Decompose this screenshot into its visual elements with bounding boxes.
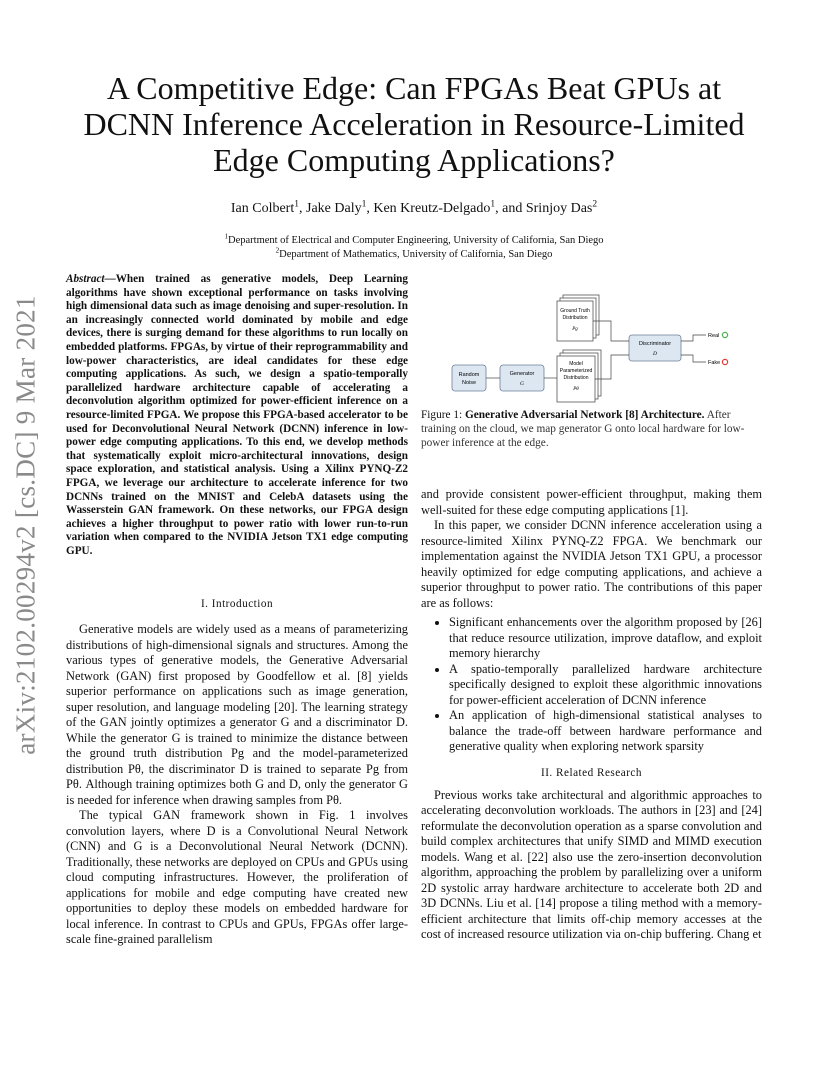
abstract-text: —When trained as generative models, Deep Learning algorithms have shown exceptional performance on tasks involving high dimensional data such as image denoising and super-resolution. In an increasingly connected world dominated by mobile and edge devices, there is surging demand for these algorithms to run locally on embedded platforms. FPGAs, by virtue of their reprogrammability and low-power characteristics, are ideal candidates for these edge computing applications. As such, we design a spatio-temporally parallelized hardware architecture capable of accelerating a deconvolution algorithm optimized for power-efficient inference on a resource-limited FPGA. We propose this FPGA-based accelerator to be used for Deconvolutional Neural Network (DCNN) inference in low-power edge computing applications. To this end, we develop methods that systematically exploit micro-architectural innovations, design space exploration, and statistical analysis. Using a Xilinx PYNQ-Z2 FPGA, we leverage our architecture to accelerate inference for two DCNNs trained on the MNIST and CelebA datasets using the Wasserstein GAN framework. On these networks, our FPGA design achieves a higher throughput to power ratio with lower run-to-run variation when compared to the NVIDIA Jetson TX1 edge computing GPU. bbox=[66, 273, 408, 557]
random-noise-label: Noise bbox=[461, 380, 477, 386]
caption-body: After training on the cloud, we map generator G onto local hardware for low-power inference at the edge. bbox=[421, 409, 745, 449]
model-dist-label: Model bbox=[569, 361, 583, 367]
title-line: Edge Computing Applications? bbox=[213, 142, 615, 178]
gan-architecture-figure bbox=[421, 284, 762, 406]
fake-indicator-icon bbox=[722, 359, 727, 364]
arxiv-sidebar bbox=[6, 290, 46, 760]
ground-truth-label: Distribution bbox=[562, 315, 588, 321]
real-indicator-icon bbox=[722, 332, 727, 337]
title-line: A Competitive Edge: Can FPGAs Beat GPUs at bbox=[106, 70, 722, 106]
ground-truth-box bbox=[557, 301, 593, 341]
model-dist-symbol: Pθ bbox=[573, 387, 579, 392]
section-heading: II. Related Research bbox=[540, 766, 642, 779]
generator-box bbox=[500, 365, 544, 391]
body-paragraph: and provide consistent power-efficient throughput, making them well-suited for these edge computing applications [1]. bbox=[421, 487, 762, 517]
author: Ian Colbert$^1$ bbox=[230, 199, 299, 216]
discriminator-symbol: D bbox=[653, 351, 657, 357]
author: Ken Kreutz-Delgado$^1$ bbox=[373, 199, 496, 216]
author-list: Ian Colbert$^1$, Jake Daly$^1$, Ken Kreutz-Delgado$^1$, and Srinjoy Das$^2$ bbox=[230, 199, 598, 216]
figure-caption bbox=[421, 408, 762, 450]
right-column bbox=[421, 284, 762, 943]
contribution-item: • A spatio-temporally parallelized hardware architecture specifically designed to exploit these algorithmic innovations for power-efficient acceleration of DCNN inference bbox=[449, 662, 762, 709]
paper-title bbox=[60, 70, 768, 178]
affiliations bbox=[60, 234, 768, 262]
discriminator-label: Discriminator bbox=[638, 341, 672, 347]
arxiv-identifier: arXiv:2102.00294v2 [cs.DC] 9 Mar 2021 bbox=[10, 295, 41, 755]
model-dist-label: Distribution bbox=[563, 375, 589, 381]
abstract-label: Abstract bbox=[66, 273, 105, 285]
author: Jake Daly$^1$ bbox=[306, 199, 367, 216]
intro-paragraph: Generative models are widely used as a means of parameterizing distributions of high-dimensional signals and structures. Among the various types of generative models, the Generative Adversarial Network (GAN) first proposed by Goodfellow et al. [8] yields superior performance on applications such as image generation, super resolution, and language modeling [20]. The learning strategy of the GAN jointly optimizes a generator G and a discriminator D. While the generator G is trained to minimize the distance between the ground truth distribution Pg and the model-parameterized distribution Pθ, the discriminator D is trained to separate Pg from Pθ. Although training optimizes both G and D, only the generator G is needed for inference when drawing samples from Pθ. bbox=[66, 622, 408, 807]
contribution-item: • An application of high-dimensional statistical analyses to balance the trade-off between hardware performance and generative quality when exploring network sparsity bbox=[449, 708, 762, 755]
discriminator-box bbox=[629, 335, 681, 361]
random-noise-box bbox=[452, 365, 486, 391]
caption-label: Figure 1: bbox=[421, 409, 463, 421]
real-label: Real bbox=[708, 333, 720, 339]
contribution-item: • Significant enhancements over the algorithm proposed by [26] that reduce resource utilization, improve dataflow, and exploit memory hierarchy bbox=[449, 615, 762, 662]
title-line: DCNN Inference Acceleration in Resource-Limited bbox=[83, 106, 745, 142]
left-column bbox=[66, 273, 408, 948]
affiliation: $^1$Department of Electrical and Computer Engineering, University of California, San Diego bbox=[224, 232, 604, 246]
body-paragraph: In this paper, we consider DCNN inference acceleration using a resource-limited Xilinx PYNQ-Z2 FPGA. We benchmark our implementation against the NVIDIA Jetson TX1 GPU, a processor heavily optimized for edge computing applications, and achieve a superior throughput to power ratio. The contributions of this paper are as follows: bbox=[421, 518, 762, 610]
contribution-list bbox=[421, 615, 762, 755]
ground-truth-label: Ground Truth bbox=[560, 308, 590, 314]
caption-title: Generative Adversarial Network [8] Architecture. bbox=[464, 409, 705, 421]
generator-label: Generator bbox=[509, 371, 535, 377]
ground-truth-symbol: Pg bbox=[572, 327, 578, 332]
gan-diagram bbox=[421, 284, 762, 406]
model-dist-label: Parameterized bbox=[559, 368, 593, 374]
affiliation: $^2$Department of Mathematics, University of California, San Diego bbox=[275, 246, 553, 260]
section-heading: I. Introduction bbox=[200, 598, 274, 611]
author: and Srinjoy Das$^2$ bbox=[502, 199, 598, 216]
related-paragraph: Previous works take architectural and algorithmic approaches to accelerating deconvolution workloads. The authors in [23] and [24] reformulate the deconvolution operation as a sparse convolution and build complex architectures that unify SIMD and MIMD execution models. Wang et al. [22] also use the zero-insertion deconvolution algorithm, approaching the problem by parallelizing over a uniform 2D systolic array hardware architecture to accelerate both 2D and 3D DCNNs. Liu et al. [14] propose a tiling method with a memory-efficient architecture that limits off-chip memory accesses at the cost of increased resource utilization via on-chip buffering. Chang et bbox=[421, 787, 762, 941]
abstract bbox=[66, 273, 408, 558]
generator-symbol: G bbox=[520, 381, 524, 387]
random-noise-label: Random bbox=[458, 372, 480, 378]
fake-label: Fake bbox=[708, 360, 721, 366]
intro-paragraph: The typical GAN framework shown in Fig. 1 involves convolution layers, where D is a Convolutional Neural Network (CNN) and G is a Deconvolutional Neural Network (DCNN). Traditionally, these networks are deployed on CPUs and GPUs using cloud computing infrastructures. However, the proliferation of applications for mobile and edge computing have created new opportunities to deploy these models on embedded hardware for local inference. In contrast to CPUs and GPUs, FPGAs offer large-scale fine-grained parallelism bbox=[66, 808, 408, 947]
